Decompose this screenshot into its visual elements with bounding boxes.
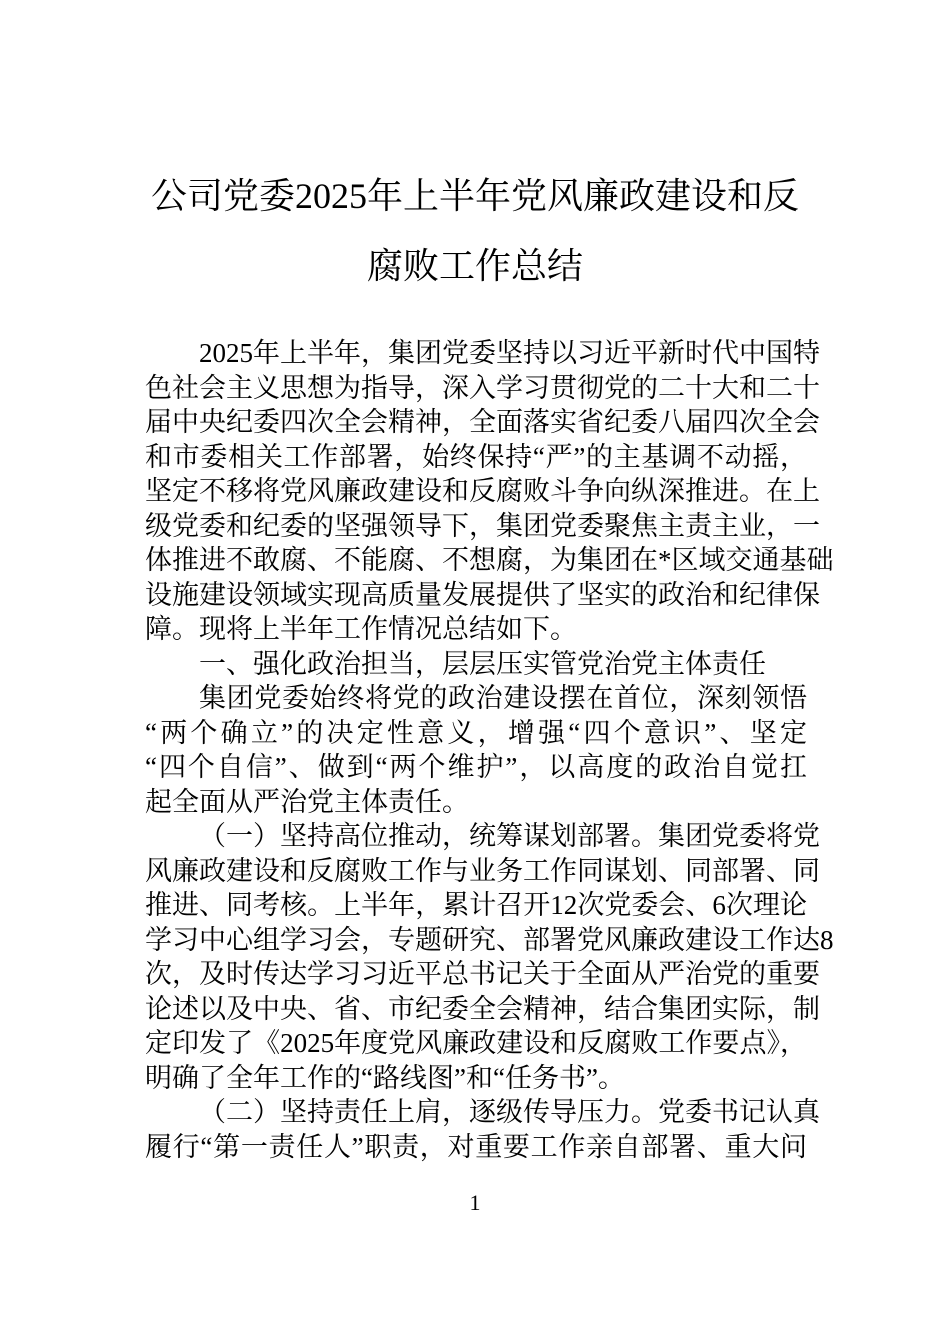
paragraph (145, 681, 807, 819)
text-line: （二）坚持责任上肩，逐级传导压力。党委书记认真 (199, 1097, 820, 1127)
text-line: 一、强化政治担当，层层压实管党治党主体责任 (199, 648, 766, 679)
text-line: “四个自信”、做到“两个维护”，以高度的政治自觉扛 (145, 752, 807, 782)
document-body (145, 336, 834, 1164)
page-number: 1 (469, 1190, 481, 1215)
text-line: 集团党委始终将党的政治建设摆在首位，深刻领悟 (199, 683, 807, 713)
text-line: 论述以及中央、省、市纪委全会精神，结合集团实际，制 (145, 993, 820, 1024)
paragraph (145, 819, 834, 1095)
text-line: 定印发了《2025年度党风廉政建设和反腐败工作要点》， (145, 1028, 807, 1058)
text-line: 坚定不移将党风廉政建设和反腐败斗争向纵深推进。在上 (145, 476, 820, 506)
text-line: 推进、同考核。上半年，累计召开12次党委会、6次理论 (145, 890, 807, 920)
text-line: （一）坚持高位推动，统筹谋划部署。集团党委将党 (199, 821, 820, 851)
text-line: 次，及时传达学习习近平总书记关于全面从严治党的重要 (145, 959, 820, 989)
text-line: 设施建设领域实现高质量发展提供了坚实的政治和纪律保 (145, 579, 820, 610)
text-line: 体推进不敢腐、不能腐、不想腐，为集团在*区域交通基础 (145, 545, 834, 575)
text-line: 2025年上半年，集团党委坚持以习近平新时代中国特 (199, 338, 820, 368)
document-title-line-1: 公司党委2025年上半年党风廉政建设和反 (150, 176, 799, 216)
text-line: 和市委相关工作部署，始终保持“严”的主基调不动摇， (145, 441, 807, 472)
text-line: 学习中心组学习会，专题研究、部署党风廉政建设工作达8 (145, 924, 834, 955)
text-line: 届中央纪委四次全会精神，全面落实省纪委八届四次全会 (145, 407, 820, 437)
paragraph (145, 336, 834, 647)
text-line: 起全面从严治党主体责任。 (145, 786, 469, 817)
document-title-line-2: 腐败工作总结 (366, 246, 583, 286)
text-line: 障。现将上半年工作情况总结如下。 (145, 614, 577, 644)
text-line: “两个确立”的决定性意义，增强“四个意识”、坚定 (145, 717, 807, 748)
paragraph (145, 1095, 820, 1164)
text-line: 履行“第一责任人”职责，对重要工作亲自部署、重大问 (145, 1131, 807, 1162)
paragraph (145, 647, 807, 682)
text-line: 风廉政建设和反腐败工作与业务工作同谋划、同部署、同 (145, 855, 820, 886)
text-line: 级党委和纪委的坚强领导下，集团党委聚焦主责主业，一 (145, 510, 820, 541)
text-line: 明确了全年工作的“路线图”和“任务书”。 (145, 1062, 625, 1093)
text-line: 色社会主义思想为指导，深入学习贯彻党的二十大和二十 (145, 372, 820, 403)
